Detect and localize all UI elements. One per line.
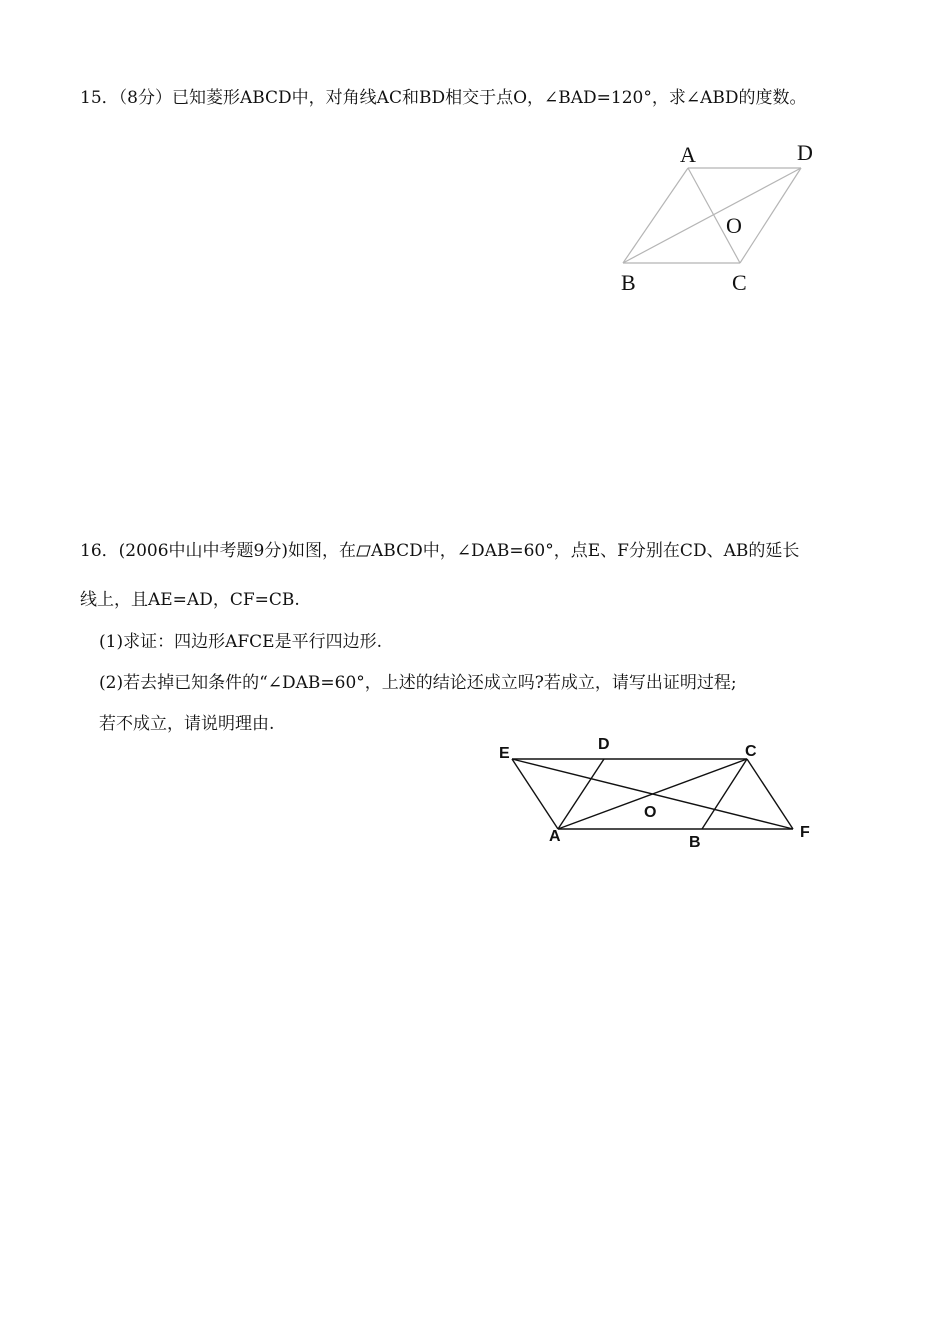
label-c: C bbox=[732, 270, 747, 295]
segment-ad bbox=[558, 759, 604, 829]
segment-cf bbox=[747, 759, 793, 829]
diagonal-bd bbox=[623, 168, 801, 263]
problem-16-part-2-cont: 若不成立，请说明理由. bbox=[99, 714, 275, 734]
label-c: C bbox=[745, 743, 757, 760]
problem-16-line-1-start: 16．(2006中山中考题9分)如图，在 bbox=[80, 541, 356, 561]
label-f: F bbox=[800, 824, 810, 841]
label-d: D bbox=[797, 140, 813, 165]
label-b: B bbox=[689, 834, 701, 851]
problem-16-part-1: (1)求证：四边形AFCE是平行四边形. bbox=[99, 632, 382, 652]
label-e: E bbox=[499, 745, 510, 762]
edge-dc bbox=[740, 168, 801, 263]
label-d: D bbox=[598, 736, 610, 753]
segment-ea bbox=[512, 759, 558, 829]
problem-15-figure bbox=[600, 130, 840, 310]
label-a: A bbox=[549, 828, 561, 845]
label-o: O bbox=[644, 804, 657, 821]
label-b: B bbox=[621, 270, 636, 295]
edge-ba bbox=[623, 168, 688, 263]
problem-16-line-2: 线上，且AE=AD，CF=CB. bbox=[80, 590, 300, 610]
problem-16-line-1-end: ABCD中，∠DAB=60°，点E、F分别在CD、AB的延长 bbox=[370, 541, 800, 561]
problem-16-line-1 bbox=[80, 543, 799, 560]
problem-16-part-2: (2)若去掉已知条件的“∠DAB=60°，上述的结论还成立吗?若成立，请写出证明过程; bbox=[99, 673, 737, 693]
parallelogram-symbol-icon bbox=[356, 545, 371, 557]
problem-16-figure bbox=[490, 730, 830, 860]
label-a: A bbox=[680, 142, 696, 167]
segment-bc bbox=[702, 759, 747, 829]
label-o: O bbox=[726, 213, 742, 238]
problem-15-text: 15．（8分）已知菱形ABCD中，对角线AC和BD相交于点O，∠BAD=120°，求∠ABD的度数。 bbox=[80, 88, 807, 108]
